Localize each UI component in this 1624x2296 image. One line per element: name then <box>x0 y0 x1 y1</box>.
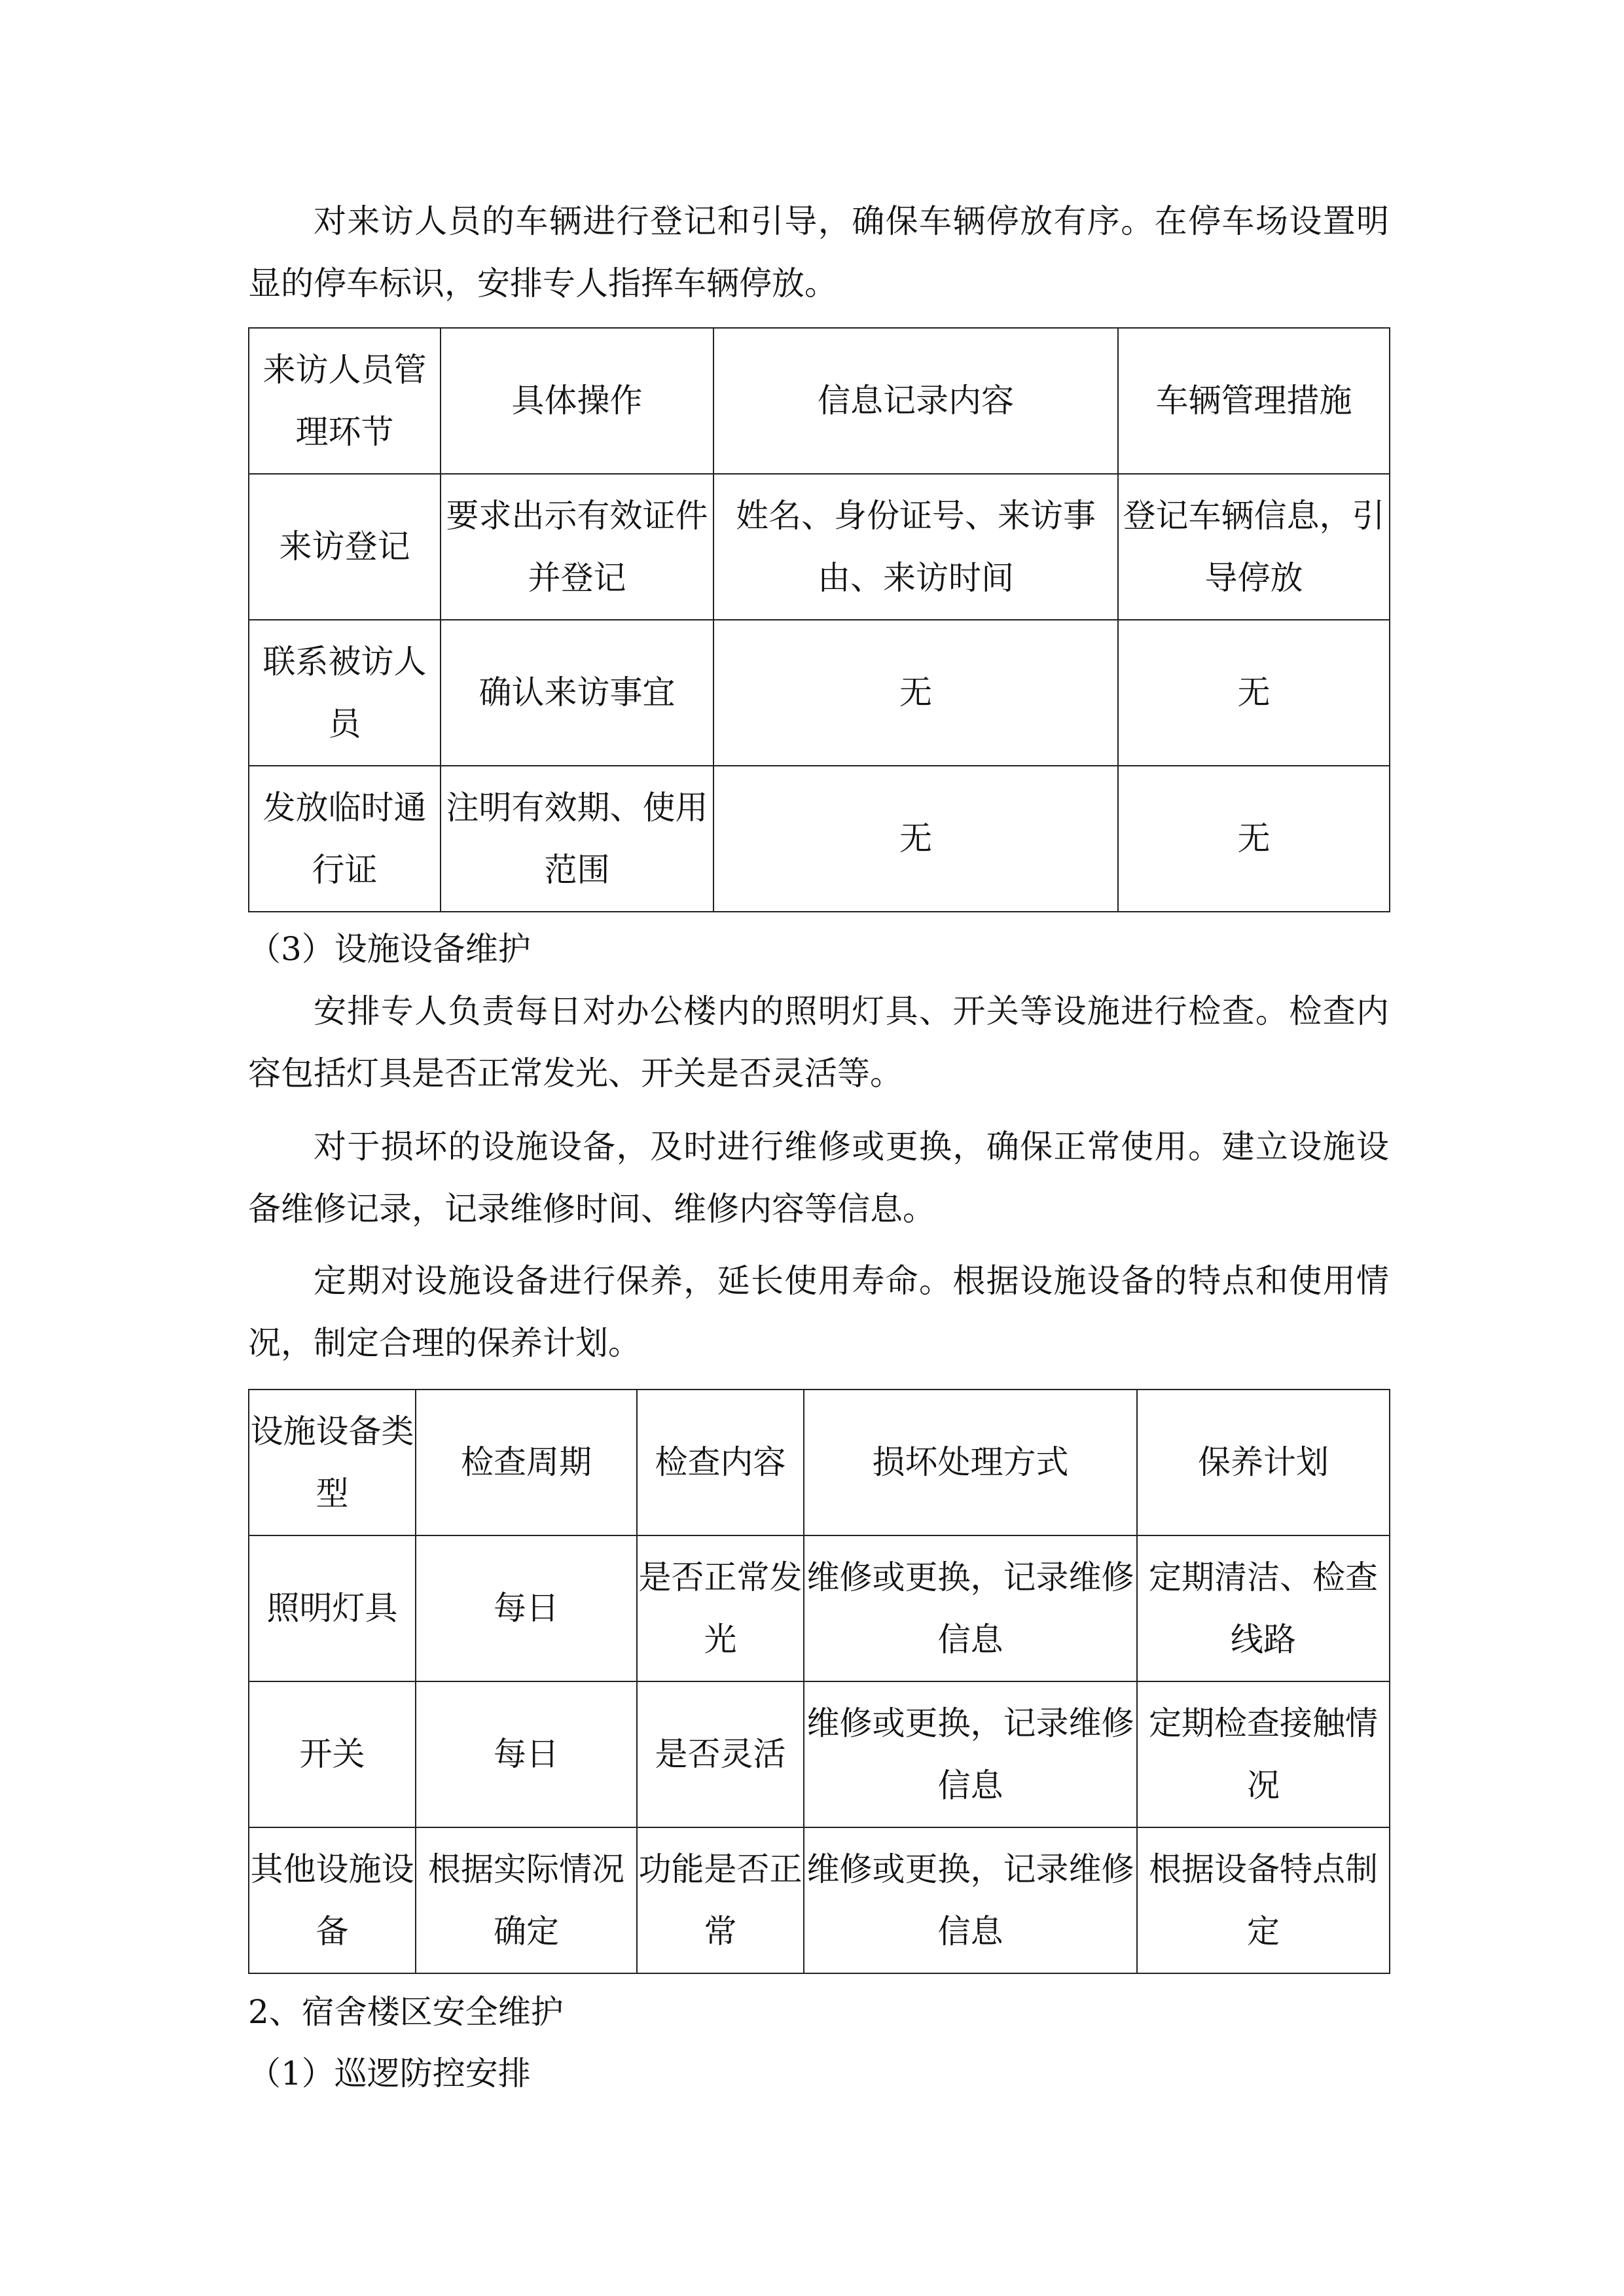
table-header-cell: 损坏处理方式 <box>804 1390 1137 1535</box>
table-cell: 无 <box>1118 766 1390 912</box>
table-cell: 维修或更换，记录维修信息 <box>804 1535 1137 1681</box>
table-row <box>249 474 1390 620</box>
table-row <box>249 766 1390 912</box>
table-cell: 要求出示有效证件并登记 <box>441 474 713 620</box>
table-cell: 无 <box>1118 620 1390 766</box>
paragraph-vehicle-guidance: 对来访人员的车辆进行登记和引导，确保车辆停放有序。在停车场设置明显的停车标识，安排专人指挥车辆停放。 <box>248 202 1389 302</box>
table-cell: 维修或更换，记录维修信息 <box>804 1827 1137 1973</box>
table-cell: 来访登记 <box>249 474 441 620</box>
table-cell: 确认来访事宜 <box>441 620 713 766</box>
table-cell: 维修或更换，记录维修信息 <box>804 1681 1137 1827</box>
table-cell: 根据设备特点制定 <box>1137 1827 1390 1973</box>
table-row <box>249 1827 1390 1973</box>
table-row <box>249 1681 1390 1827</box>
section-heading-facility-maintenance: （3）设施设备维护 <box>248 930 531 968</box>
table-cell: 发放临时通行证 <box>249 766 441 912</box>
table-cell: 无 <box>713 620 1118 766</box>
table-cell: 其他设施设备 <box>249 1827 416 1973</box>
table-row <box>249 620 1390 766</box>
table-cell: 无 <box>713 766 1118 912</box>
section-heading-patrol: （1）巡逻防控安排 <box>248 2054 531 2092</box>
table-header-cell: 检查周期 <box>416 1390 637 1535</box>
paragraph-upkeep: 定期对设施设备进行保养，延长使用寿命。根据设施设备的特点和使用情况，制定合理的保养计划。 <box>248 1262 1389 1362</box>
table-cell: 开关 <box>249 1681 416 1827</box>
table-cell: 是否正常发光 <box>637 1535 804 1681</box>
table-cell: 定期清洁、检查线路 <box>1137 1535 1390 1681</box>
table-header-cell: 车辆管理措施 <box>1118 328 1390 474</box>
table-cell: 注明有效期、使用范围 <box>441 766 713 912</box>
table-header-row <box>249 1390 1390 1535</box>
table-row <box>249 1535 1390 1681</box>
table-cell: 照明灯具 <box>249 1535 416 1681</box>
paragraph-daily-inspection: 安排专人负责每日对办公楼内的照明灯具、开关等设施进行检查。检查内容包括灯具是否正常发光、开关是否灵活等。 <box>248 992 1389 1092</box>
facility-maintenance-table <box>248 1389 1390 1974</box>
table-cell: 姓名、身份证号、来访事由、来访时间 <box>713 474 1118 620</box>
section-heading-dormitory: 2、宿舍楼区安全维护 <box>248 1993 564 2031</box>
table-header-cell: 检查内容 <box>637 1390 804 1535</box>
table-header-cell: 信息记录内容 <box>713 328 1118 474</box>
table-cell: 每日 <box>416 1681 637 1827</box>
visitor-management-table <box>248 327 1390 912</box>
table-cell: 根据实际情况确定 <box>416 1827 637 1973</box>
table-header-cell: 保养计划 <box>1137 1390 1390 1535</box>
table-cell: 登记车辆信息，引导停放 <box>1118 474 1390 620</box>
paragraph-repair: 对于损坏的设施设备，及时进行维修或更换，确保正常使用。建立设施设备维修记录，记录维修时间、维修内容等信息。 <box>248 1128 1389 1228</box>
table-cell: 定期检查接触情况 <box>1137 1681 1390 1827</box>
table-cell: 功能是否正常 <box>637 1827 804 1973</box>
table-cell: 是否灵活 <box>637 1681 804 1827</box>
table-cell: 联系被访人员 <box>249 620 441 766</box>
table-header-cell: 来访人员管理环节 <box>249 328 441 474</box>
table-cell: 每日 <box>416 1535 637 1681</box>
table-header-cell: 具体操作 <box>441 328 713 474</box>
table-header-row <box>249 328 1390 474</box>
table-header-cell: 设施设备类型 <box>249 1390 416 1535</box>
